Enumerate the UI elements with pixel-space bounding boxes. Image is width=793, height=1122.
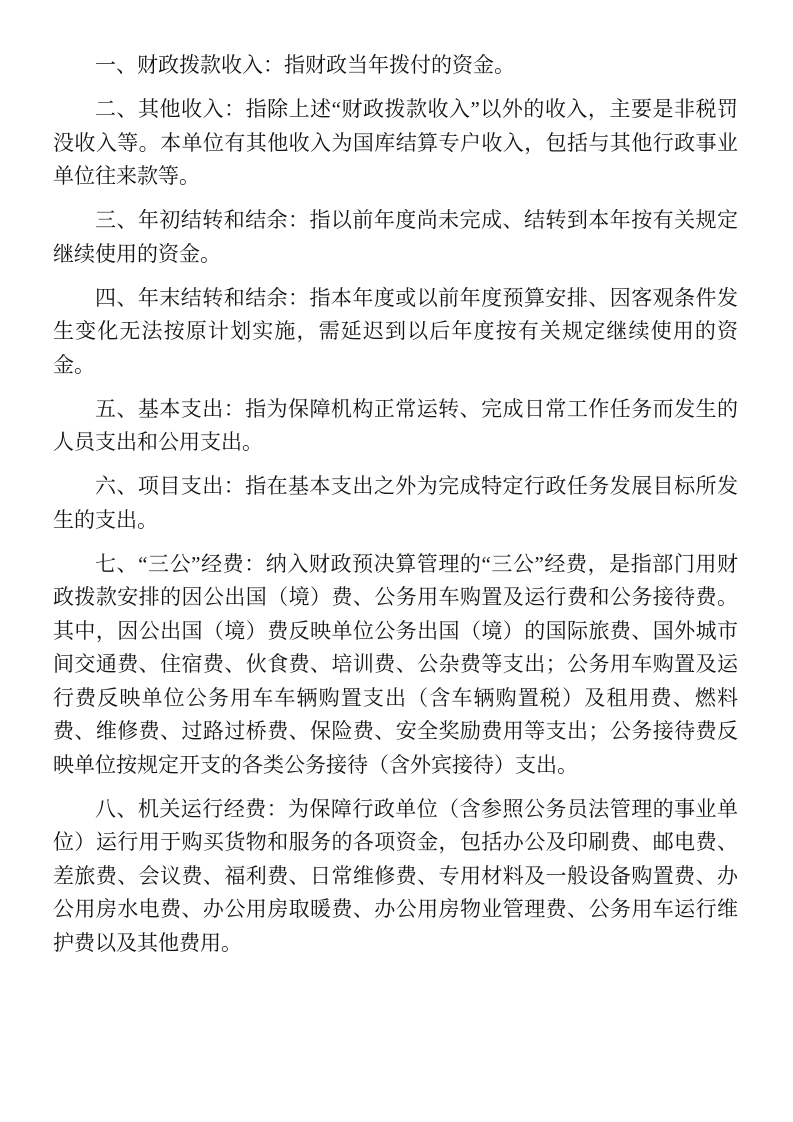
definition-paragraph-project-expenditure: 六、项目支出：指在基本支出之外为完成特定行政任务发展目标所发生的支出。 bbox=[53, 474, 738, 532]
definition-paragraph-agency-operating-funds: 八、机关运行经费：为保障行政单位（含参照公务员法管理的事业单位）运行用于购买货物和服务的各项资金，包括办公及印刷费、邮电费、差旅费、会议费、福利费、日常维修费、专用材料及一般设备购置费、办公用房水电费、办公用房取暖费、办公用房物业管理费、公务用车运行维护费以及其他费用。 bbox=[53, 796, 738, 955]
definition-paragraph-beginning-year-carryover: 三、年初结转和结余：指以前年度尚未完成、结转到本年按有关规定继续使用的资金。 bbox=[53, 208, 738, 266]
document-body bbox=[53, 49, 738, 960]
definition-paragraph-year-end-carryover: 四、年末结转和结余：指本年度或以前年度预算安排、因客观条件发生变化无法按原计划实施，需延迟到以后年度按有关规定继续使用的资金。 bbox=[53, 285, 738, 377]
definition-paragraph-basic-expenditure: 五、基本支出：指为保障机构正常运转、完成日常工作任务而发生的人员支出和公用支出。 bbox=[53, 396, 738, 454]
definition-paragraph-other-income: 二、其他收入：指除上述“财政拨款收入”以外的收入，主要是非税罚没收入等。本单位有其他收入为国库结算专户收入，包括与其他行政事业单位往来款等。 bbox=[53, 97, 738, 188]
definition-paragraph-three-public-funds: 七、“三公”经费：纳入财政预决算管理的“三公”经费，是指部门用财政拨款安排的因公出国（境）费、公务用车购置及运行费和公务接待费。其中，因公出国（境）费反映单位公务出国（境）的国际旅费、国外城市间交通费、住宿费、伙食费、培训费、公杂费等支出；公务用车购置及运行费反映单位公务用车车辆购置支出（含车辆购置税）及租用费、燃料费、维修费、过路过桥费、保险费、安全奖励费用等支出；公务接待费反映单位按规定开支的各类公务接待（含外宾接待）支出。 bbox=[53, 551, 738, 777]
definition-paragraph-fiscal-appropriation-income: 一、财政拨款收入：指财政当年拨付的资金。 bbox=[95, 53, 515, 77]
